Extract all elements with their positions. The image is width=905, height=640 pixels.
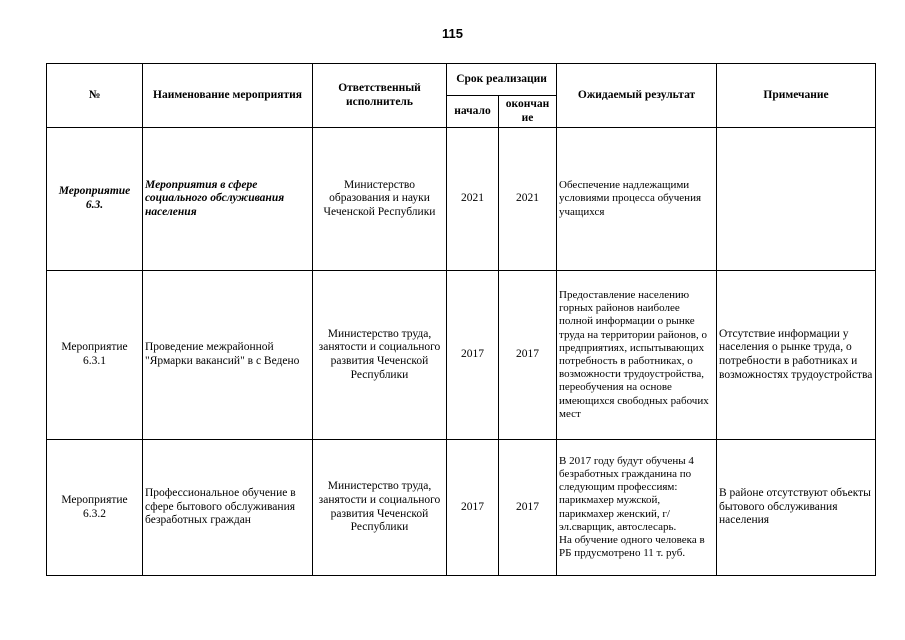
header-end-label: окончание [505,97,550,124]
row-start: 2017 [447,440,499,576]
header-period: Срок реализации [447,64,557,96]
row-start: 2021 [447,128,499,271]
table-row [47,271,876,440]
row-num: Мероприятие 6.3.2 [47,440,143,576]
row-result: Предоставление населению горных районов наиболее полной информации о рынке труда на территории районов, о предприятиях, испытывающих потребность в работниках, о возможности трудоустройства, переобучения на основе имеющихся свободных рабочих мест [557,271,717,440]
page-number: 115 [442,26,463,41]
row-note: Отсутствие информации у населения о рынке труда, о потребности в работниках и возможностях трудоустройства [717,271,876,440]
row-note: В районе отсутствуют объекты бытового обслуживания населения [717,440,876,576]
row-note [717,128,876,271]
row-executor: Министерство образования и науки Чеченской Республики [313,128,447,271]
header-note: Примечание [717,64,876,128]
row-result: Обеспечение надлежащими условиями процесса обучения учащихся [557,128,717,271]
row-start: 2017 [447,271,499,440]
row-name: Проведение межрайонной "Ярмарки вакансий" в с Ведено [143,271,313,440]
header-executor: Ответственный исполнитель [313,64,447,128]
table-header-row [47,64,876,96]
row-end: 2017 [499,271,557,440]
row-name: Мероприятия в сфере социального обслуживания населения [143,128,313,271]
row-executor: Министерство труда, занятости и социального развития Чеченской Республики [313,271,447,440]
row-num: Мероприятие 6.3. [47,128,143,271]
row-result-line: На обучение одного человека в РБ прдусмотрено 11 т. руб. [559,533,705,560]
row-result-line: В 2017 году будут обучены 4 безработных гражданина по следующим профессиям: парикмахер мужской, парикмахер женский, г/эл.сварщик, автослесарь. [559,454,694,533]
header-result: Ожидаемый результат [557,64,717,128]
row-end: 2021 [499,128,557,271]
row-result [557,440,717,576]
header-start: начало [447,96,499,128]
row-num: Мероприятие 6.3.1 [47,271,143,440]
header-end [499,96,557,128]
activities-table [46,63,876,576]
row-executor: Министерство труда, занятости и социального развития Чеченской Республики [313,440,447,576]
header-num: № [47,64,143,128]
header-name: Наименование мероприятия [143,64,313,128]
row-end: 2017 [499,440,557,576]
table-row [47,128,876,271]
table-row [47,440,876,576]
row-name: Профессиональное обучение в сфере бытового обслуживания безработных граждан [143,440,313,576]
